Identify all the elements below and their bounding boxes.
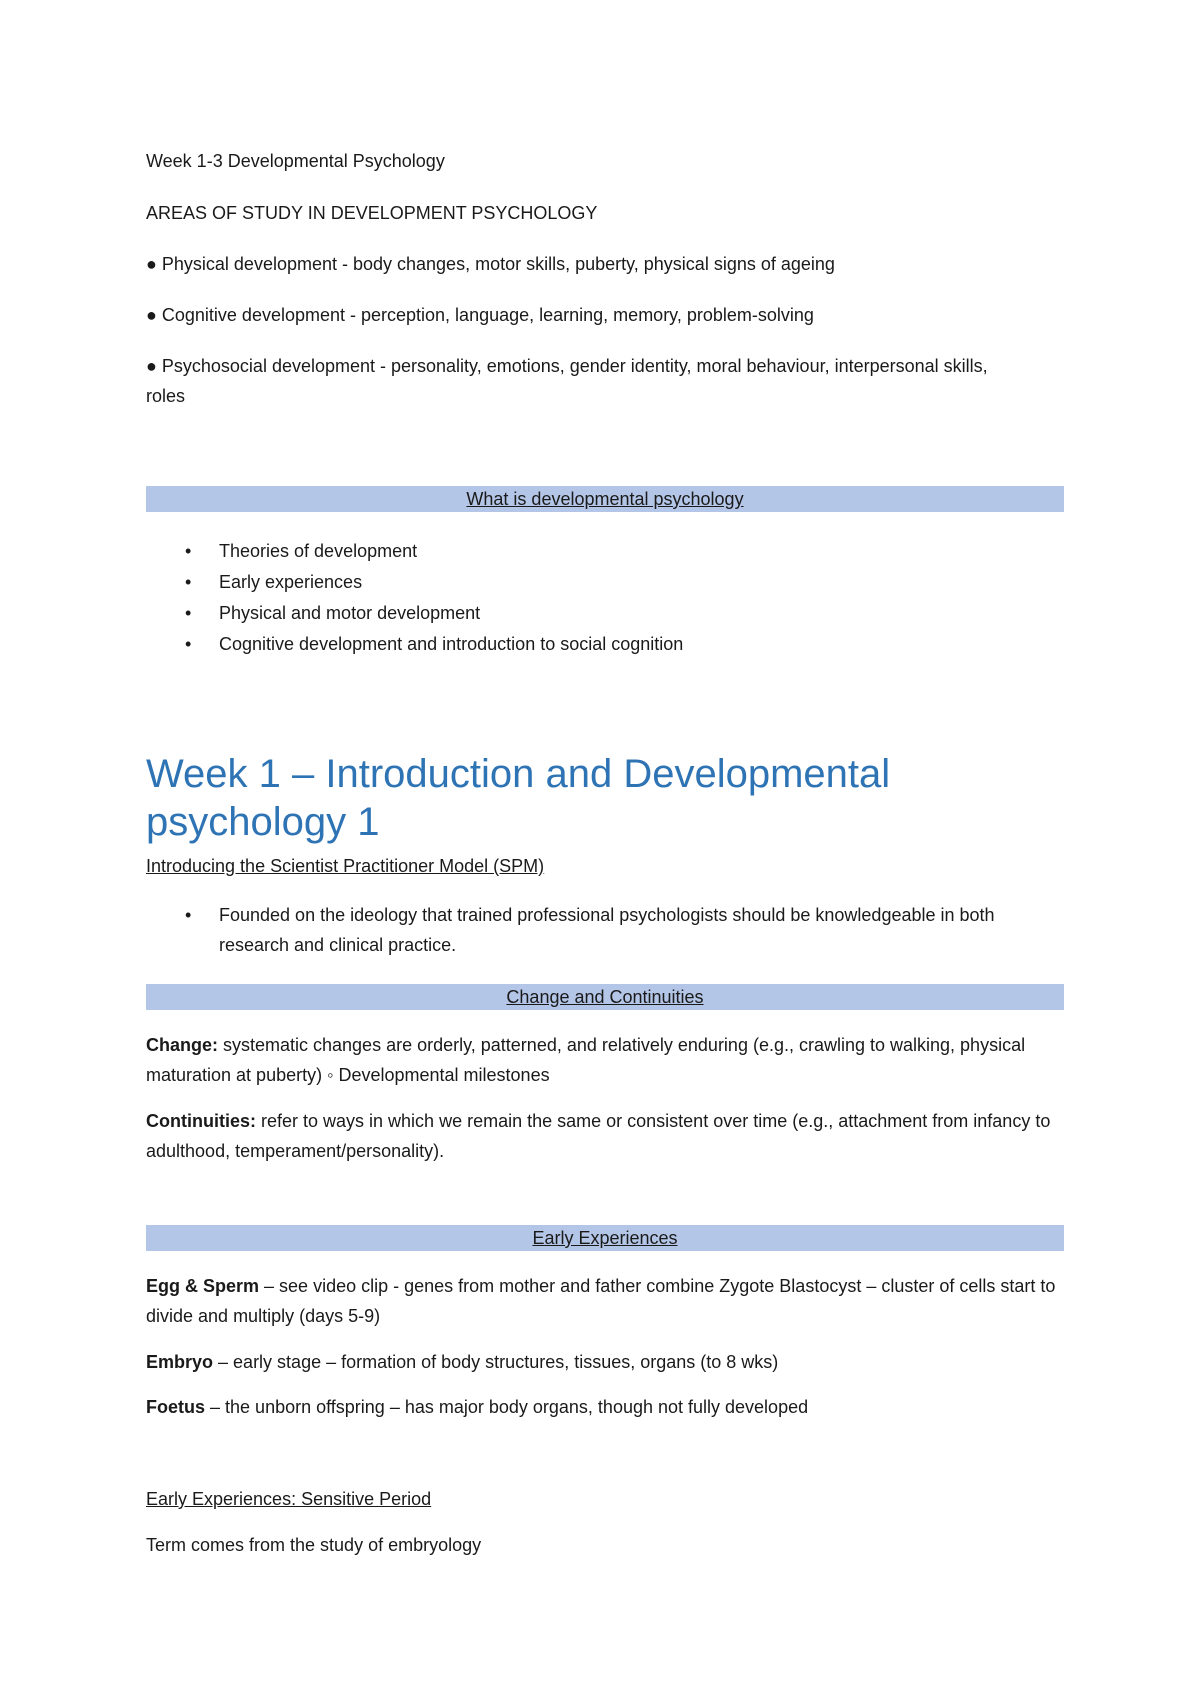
area-item-text: Physical development - body changes, motor skills, puberty, physical signs of ageing [161, 254, 835, 274]
area-item-text: Psychosocial development - personality, emotions, gender identity, moral behaviour, interpersonal skills, roles [146, 356, 988, 406]
area-item-psychosocial [146, 351, 1026, 411]
term-change: Change: [146, 1035, 218, 1055]
week1-heading: Week 1 – Introduction and Developmental psychology 1 [146, 752, 891, 844]
bullet-icon: ● [146, 305, 157, 325]
document-title: Week 1-3 Developmental Psychology [146, 151, 445, 171]
term-continuities: Continuities: [146, 1111, 256, 1131]
areas-heading: AREAS OF STUDY IN DEVELOPMENT PSYCHOLOGY [146, 203, 598, 223]
section-heading: Change and Continuities [506, 987, 704, 1007]
area-item-text: Cognitive development - perception, language, learning, memory, problem-solving [161, 305, 814, 325]
what-is-list [146, 536, 1066, 660]
list-item: • Theories of development [146, 536, 1066, 567]
sensitive-period-heading: Early Experiences: Sensitive Period [146, 1489, 432, 1509]
section-band-change [146, 984, 1064, 1010]
section-band-early [146, 1225, 1064, 1251]
term-embryo: Embryo [146, 1352, 214, 1372]
bullet-icon: ● [146, 254, 157, 274]
list-item: • Early experiences [146, 567, 1066, 598]
bullet-icon: • [185, 572, 192, 592]
embryo-paragraph: Embryo – early stage – formation of body structures, tissues, organs (to 8 wks) [146, 1352, 779, 1372]
area-item-physical [146, 249, 835, 280]
continuities-paragraph: Continuities: refer to ways in which we remain the same or consistent over time (e.g., attachment from infancy to adulthood, temperament/personality). [146, 1111, 1051, 1161]
bullet-icon: • [185, 905, 192, 925]
change-paragraph: Change: systematic changes are orderly, patterned, and relatively enduring (e.g., crawling to walking, physical maturation at puberty) ◦ Developmental milestones [146, 1035, 1026, 1085]
list-item: • Founded on the ideology that trained professional psychologists should be knowledgeable in both research and clinical practice. [146, 900, 1066, 960]
bullet-icon: • [185, 541, 192, 561]
term-egg-sperm: Egg & Sperm [146, 1276, 260, 1296]
egg-sperm-paragraph: Egg & Sperm – see video clip - genes from mother and father combine Zygote Blastocyst – cluster of cells start to divide and multiply (days 5-9) [146, 1276, 1056, 1326]
bullet-icon: • [185, 603, 192, 623]
section-band-what-is [146, 486, 1064, 512]
bullet-icon: • [185, 634, 192, 654]
foetus-paragraph: Foetus – the unborn offspring – has major body organs, though not fully developed [146, 1397, 809, 1417]
term-foetus: Foetus [146, 1397, 206, 1417]
section-heading: Early Experiences [532, 1228, 678, 1248]
spm-list [146, 900, 1066, 960]
section-heading: What is developmental psychology [466, 489, 744, 509]
bullet-icon: ● [146, 356, 157, 376]
sensitive-period-text: Term comes from the study of embryology [146, 1535, 482, 1555]
spm-heading: Introducing the Scientist Practitioner Model (SPM) [146, 856, 545, 876]
list-item: • Physical and motor development [146, 598, 1066, 629]
list-item: • Cognitive development and introduction to social cognition [146, 629, 1066, 660]
area-item-cognitive [146, 300, 814, 331]
